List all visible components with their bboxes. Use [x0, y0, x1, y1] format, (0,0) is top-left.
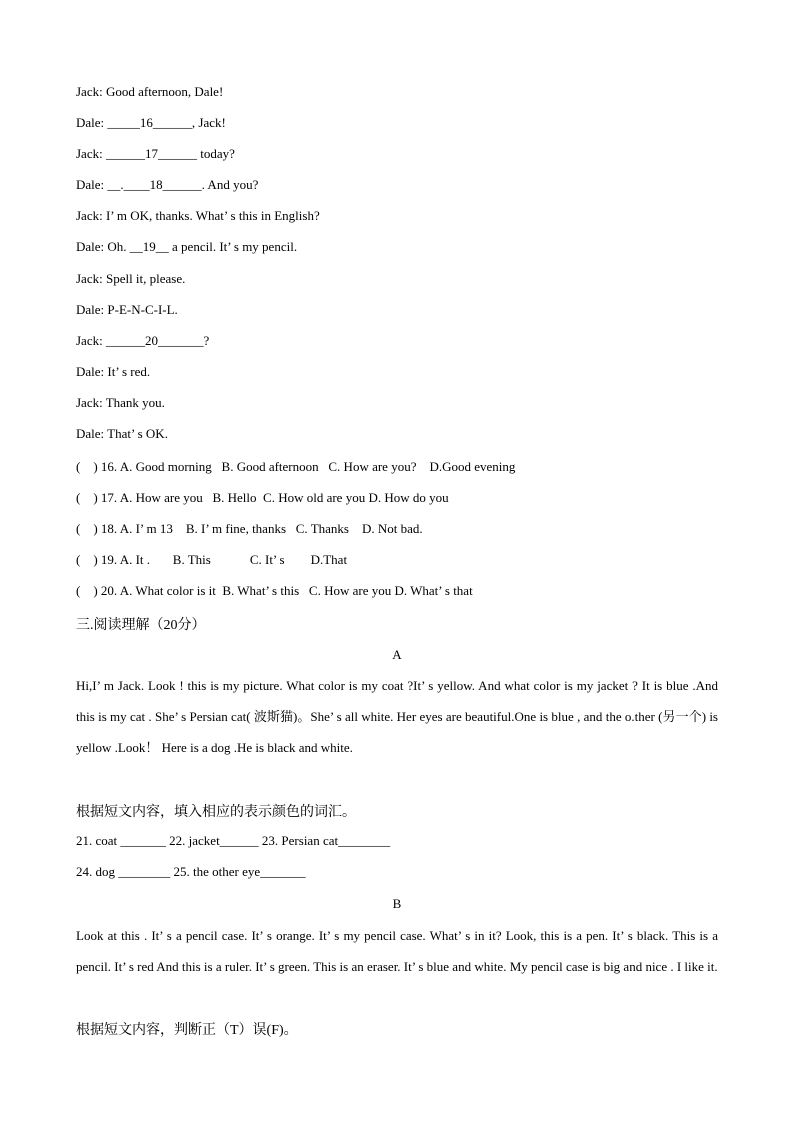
choice-question-20: ( ) 20. A. What color is it B. What’ s this C. How are you D. What’ s that [76, 583, 473, 599]
dialogue-line: Dale: It’ s red. [76, 363, 151, 379]
choice-question-19: ( ) 19. A. It . B. This C. It’ s D.That [76, 552, 348, 568]
section-title: 三.阅读理解（20分） [76, 618, 206, 633]
passage-a-text: Hi,I’ m Jack. Look ! this is my picture. What color is my coat ?It’ s yellow. And what color is my jacket ? It is blue .And this is my cat . She’ s Persian cat( 波斯猫)。She’ s all white. Her eyes are beautiful.One is blue , and the o.ther (另一个) is yellow .Look！ Here is a dog .He is black and white. [76, 678, 718, 755]
dialogue [76, 84, 320, 457]
dialogue-line: Jack: Spell it, please. [76, 270, 186, 286]
passage-b-label: B [392, 896, 402, 911]
dialogue-line: Dale: Oh. __19__ a pencil. It’ s my pencil. [76, 239, 298, 255]
dialogue-line: Dale: P-E-N-C-I-L. [76, 301, 178, 317]
choice-options [76, 459, 515, 614]
dialogue-line: Jack: Good afternoon, Dale! [76, 84, 224, 99]
fill-in-line: 21. coat _______ 22. jacket______ 23. Persian cat________ [76, 833, 391, 848]
dialogue-line: Jack: Thank you. [76, 394, 165, 410]
dialogue-line: Jack: ______17______ today? [76, 146, 235, 162]
dialogue-line: Jack: ______20_______? [76, 332, 210, 348]
passage-a-label: A [392, 647, 402, 662]
passage-b-instruction: 根据短文内容，判断正（T）误(F)。 [76, 1023, 298, 1038]
choice-question-16: ( ) 16. A. Good morning B. Good afternoon C. How are you? D.Good evening [76, 459, 516, 474]
dialogue-line: Dale: _____16______, Jack! [76, 115, 226, 131]
fill-in-line: 24. dog ________ 25. the other eye_______ [76, 864, 306, 879]
choice-question-17: ( ) 17. A. How are you B. Hello C. How old are you D. How do you [76, 490, 449, 506]
passage-a-instruction: 根据短文内容，填入相应的表示颜色的词汇。 [76, 805, 356, 820]
passage-b-text: Look at this . It’ s a pencil case. It’ s orange. It’ s my pencil case. What’ s in it? Look, this is a pen. It’ s black. This is a pencil. It’ s red And this is a ruler. It’ s green. This is an eraser. It’ s blue and white. My pencil case is big and nice . I like it. [76, 928, 718, 974]
choice-question-18: ( ) 18. A. I’ m 13 B. I’ m fine, thanks C. Thanks D. Not bad. [76, 521, 423, 537]
dialogue-line: Dale: __.____18______. And you? [76, 177, 259, 193]
dialogue-line: Jack: I’ m OK, thanks. What’ s this in English? [76, 208, 320, 224]
dialogue-line: Dale: That’ s OK. [76, 426, 168, 442]
